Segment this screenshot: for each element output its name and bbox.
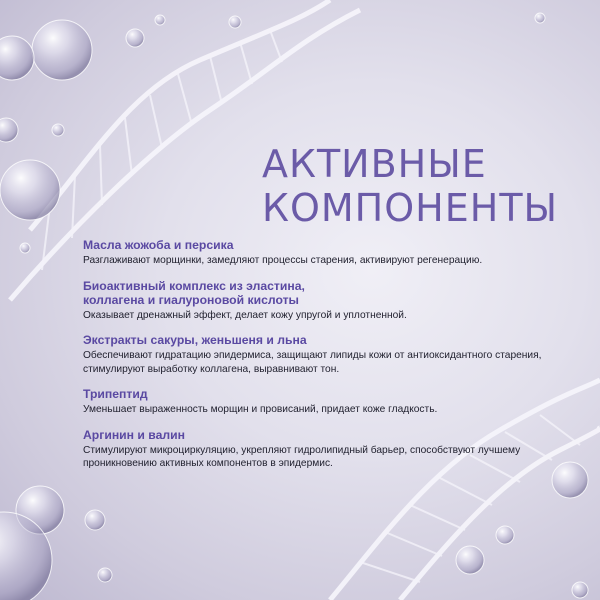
list-item [83,333,553,376]
item-title: Экстракты сакуры, женьшеня и льна [83,333,307,347]
item-description: Обеспечивают гидратацию эпидермиса, защищают липиды кожи от антиоксидантного старения, стимулируют выработку коллагена, выравнивают тон. [83,350,542,375]
item-title: Биоактивный комплекс из эластина, коллагена и гиалуроновой кислоты [83,278,305,307]
page-title: АКТИВНЫЕ КОМПОНЕНТЫ [262,142,559,230]
item-title: Аргинин и валин [83,427,185,442]
list-item [83,387,553,417]
item-description: Стимулируют микроциркуляцию, укрепляют гидролипидный барьер, способствуют лучшему проникновению активных компонентов в эпидермис. [83,444,521,469]
components-list [83,238,553,482]
list-item [83,238,553,268]
item-description: Разглаживают морщинки, замедляют процессы старения, активируют регенерацию. [83,255,483,266]
list-item [83,279,553,323]
item-title: Масла жожоба и персика [83,238,234,252]
item-description: Оказывает дренажный эффект, делает кожу упругой и уплотненной. [83,309,407,321]
list-item [83,428,553,471]
item-title: Трипептид [83,387,148,401]
item-description: Уменьшает выраженность морщин и провисаний, придает коже гладкость. [83,404,438,415]
